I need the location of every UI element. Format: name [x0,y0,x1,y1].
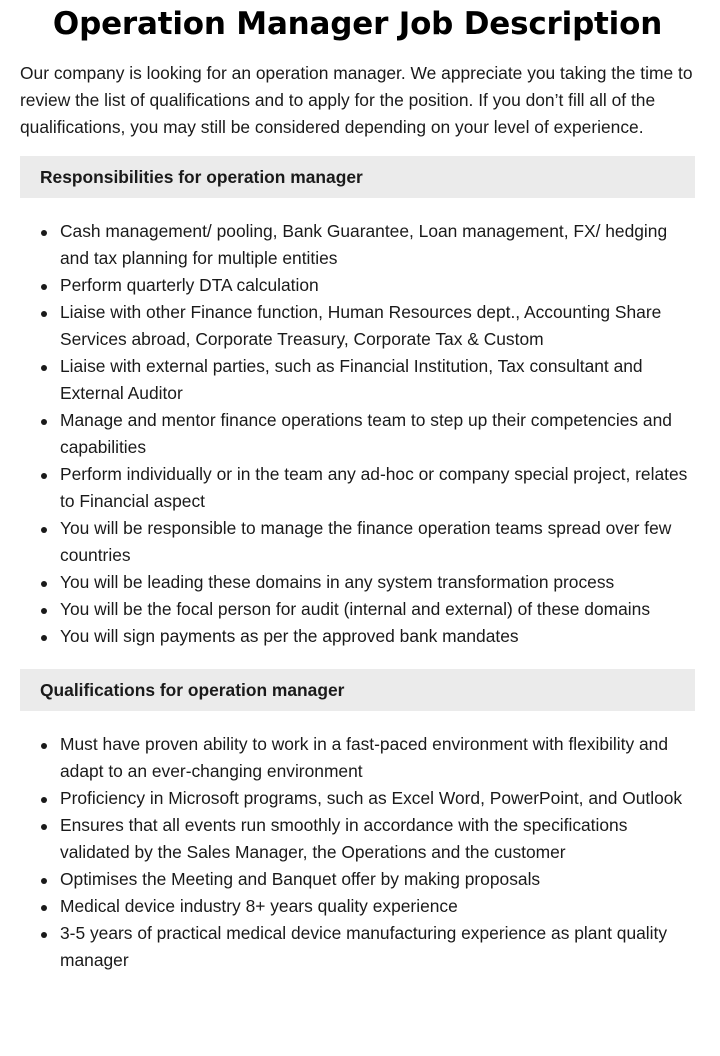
qualifications-heading: Qualifications for operation manager [20,669,695,711]
list-item: You will be responsible to manage the finance operation teams spread over few countries [20,515,695,569]
responsibilities-heading: Responsibilities for operation manager [20,156,695,198]
list-item: Liaise with external parties, such as Financial Institution, Tax consultant and External Auditor [20,353,695,407]
qualifications-list [20,731,695,974]
list-item: Perform quarterly DTA calculation [20,272,695,299]
list-item: You will be leading these domains in any system transformation process [20,569,695,596]
list-item: Cash management/ pooling, Bank Guarantee, Loan management, FX/ hedging and tax planning for multiple entities [20,218,695,272]
list-item: Liaise with other Finance function, Human Resources dept., Accounting Share Services abroad, Corporate Treasury, Corporate Tax & Custom [20,299,695,353]
list-item: 3-5 years of practical medical device manufacturing experience as plant quality manager [20,920,695,974]
list-item: Must have proven ability to work in a fast-paced environment with flexibility and adapt to an ever-changing environment [20,731,695,785]
list-item: You will sign payments as per the approved bank mandates [20,623,695,650]
intro-paragraph: Our company is looking for an operation manager. We appreciate you taking the time to review the list of qualifications and to apply for the position. If you don’t fill all of the qualifications, you may still be considered depending on your level of experience. [20,63,693,137]
list-item: Optimises the Meeting and Banquet offer by making proposals [20,866,695,893]
list-item: Medical device industry 8+ years quality experience [20,893,695,920]
page-title: Operation Manager Job Description [52,6,663,42]
list-item: Perform individually or in the team any ad-hoc or company special project, relates to Financial aspect [20,461,695,515]
list-item: Proficiency in Microsoft programs, such as Excel Word, PowerPoint, and Outlook [20,785,695,812]
list-item: Manage and mentor finance operations team to step up their competencies and capabilities [20,407,695,461]
responsibilities-list [20,218,695,650]
list-item: Ensures that all events run smoothly in accordance with the specifications validated by the Sales Manager, the Operations and the customer [20,812,695,866]
list-item: You will be the focal person for audit (internal and external) of these domains [20,596,695,623]
